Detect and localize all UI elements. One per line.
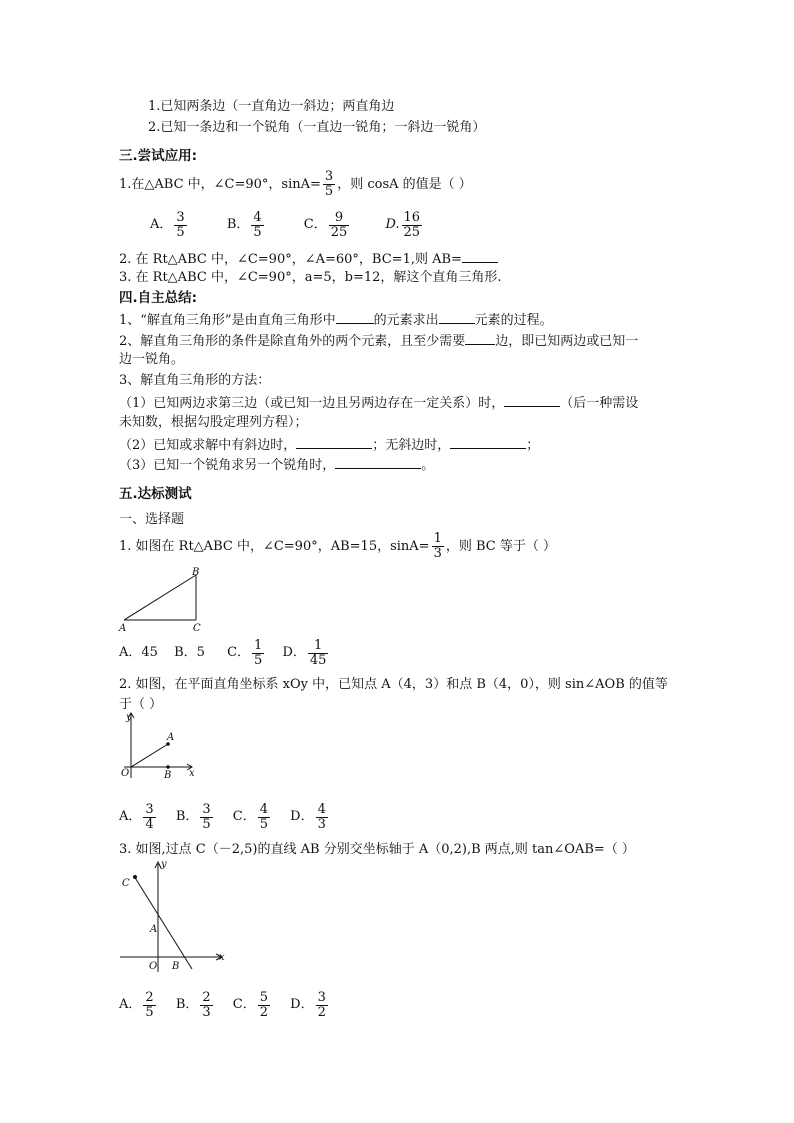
option-num: 3 <box>145 801 154 817</box>
option-den: 4 <box>145 816 154 832</box>
label-b: B <box>192 567 200 578</box>
option-num: 16 <box>403 209 421 225</box>
s4-method-3 <box>119 456 434 474</box>
option-label: A． <box>150 217 173 232</box>
segment-oa <box>131 744 168 767</box>
section-5-subtitle: 一、选择题 <box>119 512 185 527</box>
s5-q1-options <box>119 636 344 671</box>
s3-q2-text: 2. 在 Rt△ABC 中，∠C=90°，∠A=60°，BC=1,则 AB= <box>119 252 462 267</box>
option-den: 2 <box>259 1004 269 1020</box>
s3-q1-frac-num: 3 <box>324 169 334 184</box>
label-x: x <box>189 768 195 779</box>
answer-blank <box>465 332 495 345</box>
s5-question-1 <box>119 530 556 564</box>
option-den: 5 <box>145 1004 154 1020</box>
answer-blank <box>462 250 498 263</box>
s5-q2-option-c <box>233 800 272 835</box>
option-num: 3 <box>176 209 185 225</box>
option-num: 3 <box>202 801 211 817</box>
s5-q3-option-c <box>233 988 272 1023</box>
s3-q1-fraction <box>323 170 335 199</box>
section-5-title: 五.达标测试 <box>119 486 192 502</box>
s4-method-2-c: ； <box>526 438 540 453</box>
s5-q2-coordinate-figure <box>116 710 206 782</box>
answer-blank <box>450 436 526 449</box>
option-label: A． <box>119 645 142 660</box>
option-label: D. <box>385 217 400 232</box>
s4-item-1-b: 的元素求出 <box>373 313 439 328</box>
triangle-side-ab <box>124 575 196 620</box>
option-value: 45 <box>141 645 158 660</box>
option-num: 5 <box>259 989 269 1005</box>
s3-q1-frac-den: 5 <box>324 184 334 199</box>
option-label: C． <box>232 997 256 1012</box>
s5-q1-fraction <box>432 532 444 561</box>
s4-method-1-cont: 未知数，根据勾股定理列方程）； <box>119 415 308 430</box>
answer-blank <box>335 456 421 469</box>
s5-q3-option-b <box>176 988 215 1023</box>
option-label: A． <box>119 809 142 824</box>
section-4-title: 四.自主总结: <box>119 290 198 306</box>
s5-q3-option-d <box>290 988 330 1023</box>
intro-line-2: 2.已知一条边和一个锐角（一直边一锐角；一斜边一锐角） <box>148 120 486 135</box>
s5-q1-triangle-figure <box>116 566 216 634</box>
section-3-title: 三.尝试应用: <box>119 148 198 164</box>
intro-line-1: 1.已知两条边（一直角边一斜边；两直角边 <box>148 99 395 114</box>
option-label: C． <box>227 645 251 660</box>
label-o: O <box>121 768 130 779</box>
option-label: A． <box>119 997 142 1012</box>
s5-q2-option-a <box>119 800 158 835</box>
line-ab <box>134 876 192 969</box>
s3-q1-option-a <box>150 208 189 243</box>
option-den: 25 <box>330 224 348 240</box>
answer-blank <box>336 311 374 324</box>
option-den: 5 <box>253 224 262 240</box>
s3-q1-options <box>150 208 438 243</box>
option-label: B． <box>174 645 197 660</box>
option-den: 5 <box>202 816 211 832</box>
point-b <box>166 765 170 769</box>
s4-method-1-b: （后一种需设 <box>560 396 639 411</box>
s3-q1-stem-a: 1.在△ABC 中，∠C=90°，sinA= <box>119 177 321 192</box>
s5-q1-option-b <box>174 636 205 671</box>
s5-q1-option-d <box>282 636 330 671</box>
option-den: 5 <box>259 816 269 832</box>
option-num: 1 <box>308 639 329 654</box>
s5-question-3: 3. 如图,过点 C（－2,5)的直线 AB 分别交坐标轴于 A（0,2),B 两点,则 tan∠OAB=（ ） <box>119 842 635 857</box>
option-label: C． <box>232 809 256 824</box>
s3-q1-option-d <box>385 208 424 243</box>
s5-q1-frac-den: 3 <box>433 546 442 561</box>
s5-question-2-cont: 于（ ） <box>119 697 163 712</box>
s4-method-2 <box>119 436 539 454</box>
s5-q3-options <box>119 988 344 1023</box>
s5-q1-stem-b: ，则 BC 等于（ ） <box>445 539 556 554</box>
option-label: B． <box>175 809 199 824</box>
answer-blank <box>296 436 372 449</box>
option-den: 5 <box>176 224 185 240</box>
label-b: B <box>172 961 180 972</box>
option-label: D． <box>290 997 314 1012</box>
s4-method-3-b: 。 <box>421 458 435 473</box>
s3-q1-option-b <box>227 208 266 243</box>
s4-item-3: 3、解直角三角形的方法： <box>119 373 271 388</box>
label-x: x <box>219 952 225 963</box>
s4-item-1 <box>119 311 553 329</box>
s5-q1-stem-a: 1. 如图在 Rt△ABC 中，∠C=90°，AB=15，sinA= <box>119 539 430 554</box>
s5-q2-option-d <box>290 800 330 835</box>
option-label: D． <box>290 809 314 824</box>
s4-method-1-a: （1）已知两边求第三边（或已知一边且另两边存在一定关系）时， <box>119 396 505 411</box>
option-den: 2 <box>317 1004 326 1020</box>
s4-method-2-b: ；无斜边时， <box>372 438 451 453</box>
s5-question-2: 2. 如图，在平面直角坐标系 xOy 中，已知点 A（4，3）和点 B（4，0），则 sin∠AOB 的值等 <box>119 677 668 692</box>
label-a: A <box>167 732 175 743</box>
s5-q3-line-figure <box>116 856 230 976</box>
option-den: 5 <box>254 652 263 668</box>
option-den: 3 <box>317 816 326 832</box>
s4-item-2-cont: 边一锐角。 <box>119 352 185 367</box>
s3-question-2 <box>119 250 498 268</box>
option-den: 3 <box>202 1004 211 1020</box>
label-y: y <box>161 859 167 870</box>
s3-question-3: 3. 在 Rt△ABC 中，∠C=90°，a=5，b=12，解这个直角三角形. <box>119 270 502 285</box>
option-num: 9 <box>329 211 350 226</box>
option-num: 2 <box>202 989 211 1005</box>
s4-method-3-a: （3）已知一个锐角求另一个锐角时， <box>119 458 336 473</box>
option-num: 4 <box>317 801 326 817</box>
s5-q1-frac-num: 1 <box>433 531 442 546</box>
option-num: 4 <box>253 209 262 225</box>
option-label: B． <box>226 217 250 232</box>
label-b: B <box>164 770 172 781</box>
label-a: A <box>119 623 127 634</box>
point-c <box>133 875 137 879</box>
s3-q1-option-c <box>304 208 352 243</box>
s5-q1-option-c <box>227 636 266 671</box>
option-label: D． <box>282 645 306 660</box>
option-num: 3 <box>317 989 326 1005</box>
option-den: 25 <box>403 224 421 240</box>
s5-q1-option-a <box>119 636 158 671</box>
s4-item-1-c: 元素的过程。 <box>474 313 553 328</box>
s3-question-1 <box>119 168 472 202</box>
s5-q3-option-a <box>119 988 158 1023</box>
option-value: 5 <box>196 645 205 660</box>
answer-blank <box>439 311 475 324</box>
s4-item-1-a: 1、“解直角三角形”是由直角三角形中 <box>119 313 336 328</box>
option-num: 2 <box>145 989 154 1005</box>
s4-item-2 <box>119 332 638 350</box>
s5-q2-option-b <box>176 800 215 835</box>
label-c: C <box>122 878 130 889</box>
label-a: A <box>150 924 158 935</box>
s3-q1-stem-b: ，则 cosA 的值是（ ） <box>337 177 472 192</box>
s4-method-1 <box>119 394 638 412</box>
option-label: C． <box>303 217 327 232</box>
option-num: 4 <box>259 801 269 817</box>
s4-method-2-a: （2）已知或求解中有斜边时， <box>119 438 297 453</box>
s4-item-2-b: 边，即已知两边或已知一 <box>495 334 639 349</box>
label-o: O <box>149 961 158 972</box>
option-label: B． <box>175 997 199 1012</box>
label-y: y <box>126 712 132 723</box>
s5-q2-options <box>119 800 344 835</box>
s4-item-2-a: 2、解直角三角形的条件是除直角外的两个元素，且至少需要 <box>119 334 466 349</box>
answer-blank <box>504 394 560 407</box>
option-den: 45 <box>309 652 327 668</box>
label-c: C <box>193 623 201 634</box>
option-num: 1 <box>254 637 263 653</box>
